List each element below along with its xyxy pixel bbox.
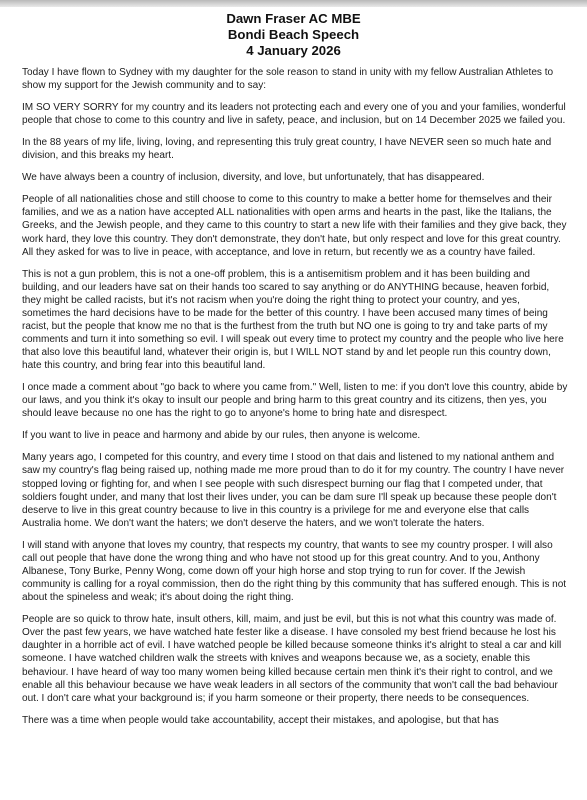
document-header — [0, 11, 587, 59]
paragraph: Many years ago, I competed for this country, and every time I stood on that dais and listened to my national anthem and saw my country's flag being raised up, nothing made me more proud than to do it for my country. The country I have never stopped loving or fighting for, and when I see people with such disrespect burning our flag that I competed under, that soldiers fought under, and many that lost their lives under, you can be dam sure I'll speak up because these people don't deserve to live in this great country because to live in this country is a privilege for me and everyone else that calls Australia home. We don't want the haters; we don't deserve the haters, and we won't tolerate the haters. — [22, 452, 565, 529]
paragraph: Today I have flown to Sydney with my daughter for the sole reason to stand in unity with my fellow Australian Athletes to show my support for the Jewish community and to say: — [22, 67, 554, 92]
paragraph: If you want to live in peace and harmony and abide by our rules, then anyone is welcome. — [22, 430, 421, 442]
cropped-top-edge — [0, 0, 587, 7]
author-name: Dawn Fraser AC MBE — [226, 11, 361, 26]
paragraph: There was a time when people would take accountability, accept their mistakes, and apologise, but that has — [22, 714, 499, 726]
speech-body — [22, 66, 568, 736]
paragraph: People are so quick to throw hate, insult others, kill, maim, and just be evil, but this is not what this country was made of. Over the past few years, we have watched hate fester like a disease. I have consoled my best friend because he lost his daughter in a horrible act of evil. I have watched people be killed because someone thinks it's alright to steal a car and kill someone. I have watched children walk the streets with knives and weapons because we, as a society, enable this behaviour. I have heard of way too many women being killed because certain men think it's their right to control, and we enable all this behaviour because we have weak leaders in all sectors of the community that won't call the bad behaviour out. I don't care what your background is; if you harm someone or their property, there needs to be consequences. — [22, 614, 562, 704]
paragraph: We have always been a country of inclusion, diversity, and love, but unfortunately, that has disappeared. — [22, 172, 485, 184]
paragraph: People of all nationalities chose and still choose to come to this country to make a better home for themselves and their families, and we as a nation have accepted ALL nationalities with open arms and hearts in the past, like the Italians, the Greeks, and the Jewish people, and they came to this country to start a new life with their families and they give back, they work hard, they love this country. They don't demonstrate, they don't hate, but only respect and love for this great country. All they asked for was to live in peace, with acceptance, and love in return, but recently we as a country have failed. — [22, 194, 567, 258]
paragraph: IM SO VERY SORRY for my country and its leaders not protecting each and every one of you and your families, wonderful people that chose to come to this country and live in safety, peace, and inclusion, but on 14 December 2025 we failed you. — [22, 102, 566, 127]
speech-title: Bondi Beach Speech — [227, 27, 360, 42]
speech-date: 4 January 2026 — [246, 43, 341, 58]
paragraph: I will stand with anyone that loves my country, that respects my country, that wants to see my country prosper. I will also call out people that have done the wrong thing and who have not stood up for this great country. And to you, Anthony Albanese, Tony Burke, Penny Wong, come down off your high horse and stop trying to run for cover. If the Jewish community is calling for a royal commission, then do the right thing by this community that has suffered enough. This is not about the spineless and weak; it's about doing the right thing. — [22, 539, 567, 604]
paragraph: I once made a comment about "go back to where you came from." Well, listen to me: if you don't love this country, abide by our laws, and you think it's okay to insult our people and bring harm to this great country and its citizens, then yes, you should leave because no one has the right to go to anyone's home to bring hate and disrespect. — [22, 382, 568, 420]
paragraph: In the 88 years of my life, living, loving, and representing this truly great country, I have NEVER seen so much hate and division, and this breaks my heart. — [22, 137, 552, 162]
paragraph: This is not a gun problem, this is not a one-off problem, this is a antisemitism problem and it has been building and building, and our leaders have sat on their hands too scared to say anything or do ANYTHING because, heaven forbid, they might be called racists, but it's not racism when you're doing the right thing to protect your country, and yes, sometimes the hard decisions have to be made for the better of this country. I have been accused many times of being racist, but the people that know me no that is the furthest from the truth but NO one is going to try and take parts of my comments and turn it into something so evil. I will speak out every time to protect my country and the people who live here that also love this beautiful land, whatever their origin is, but I WILL NOT stand by and let people run this country down, hate this country, and bring fear into this beautiful land. — [22, 268, 564, 372]
